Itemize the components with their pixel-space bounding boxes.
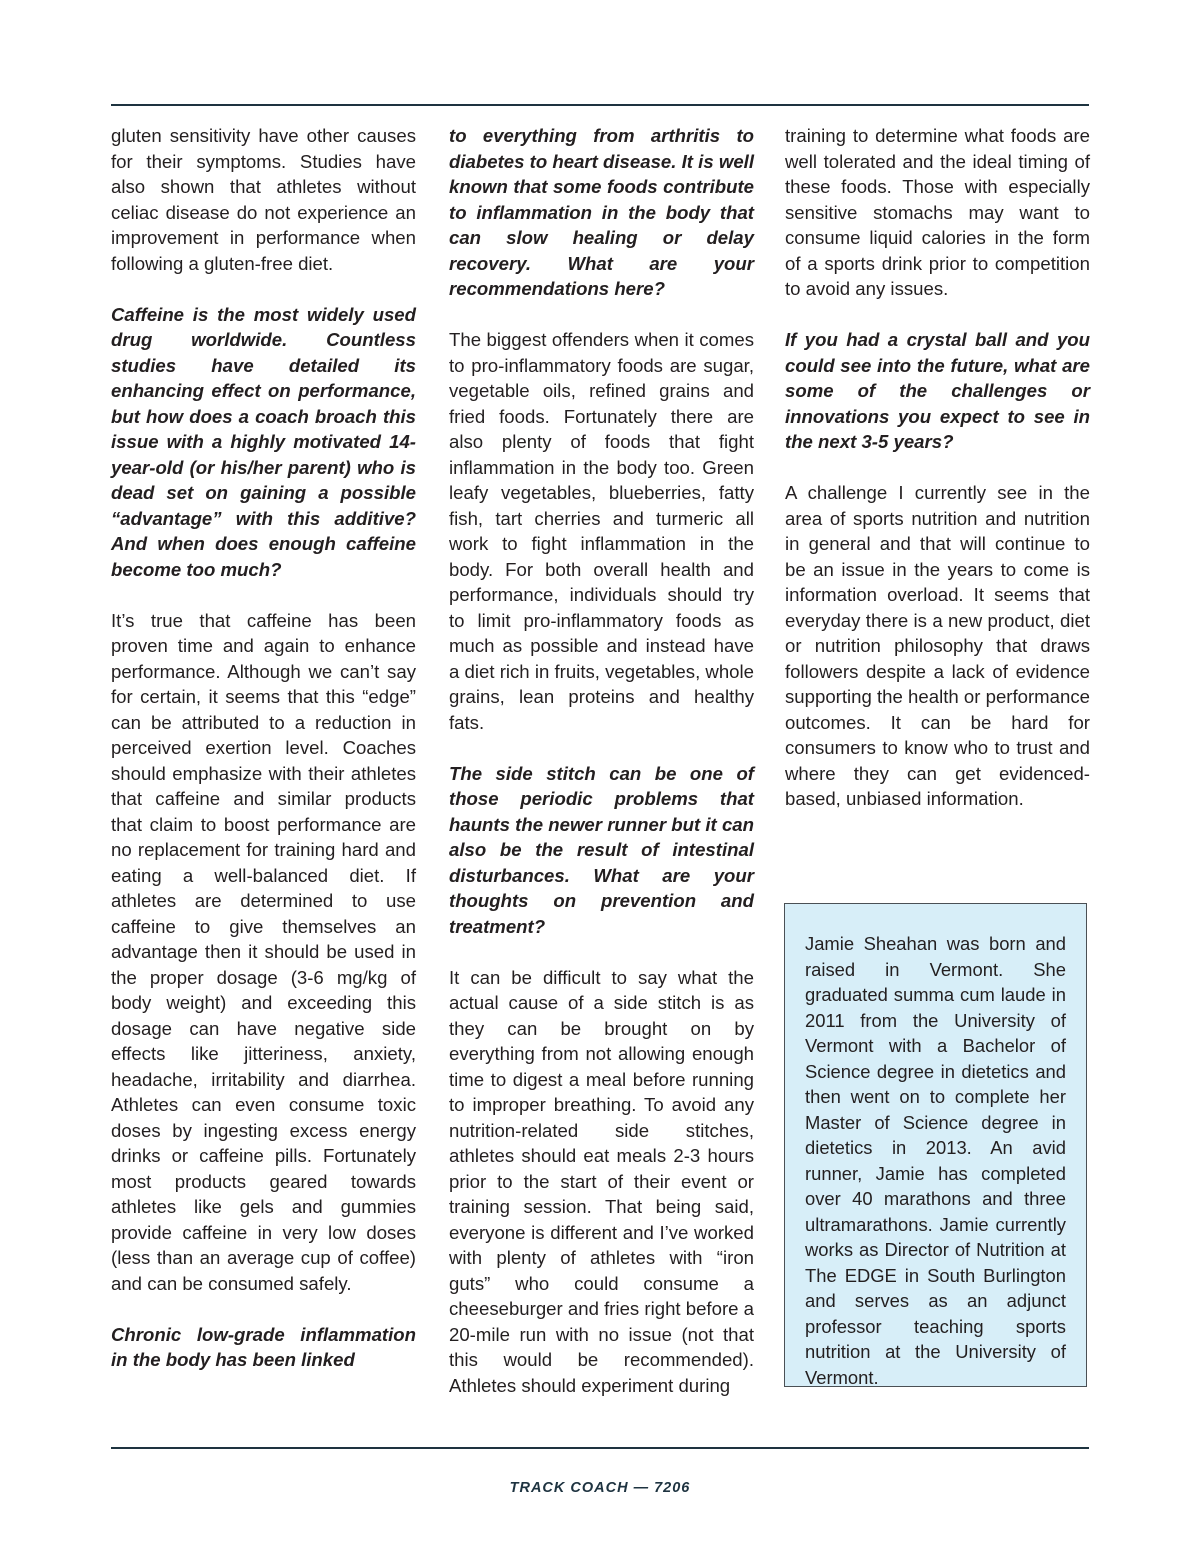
page-footer: TRACK COACH — 7206 — [509, 1480, 691, 1496]
article-column-3 — [785, 123, 1090, 812]
header-rule — [111, 104, 1089, 106]
paragraph-question: Caffeine is the most widely used drug worldwide. Countless studies have detailed its enhancing effect on performance, but how does a coach broach this issue with a highly motivated 14-year-old (or his/her parent) who is dead set on gaining a possible “advantage” with this additive? And when does enough caffeine become too much? — [111, 303, 416, 580]
paragraph-answer: training to determine what foods are well tolerated and the ideal timing of these foods. Those with especially sensitive stomachs may want to consume liquid calories in the form of a sports drink prior to competition to avoid any issues. — [785, 125, 1090, 299]
paragraph-question: If you had a crystal ball and you could see into the future, what are some of the challenges or innovations you expect to see in the next 3-5 years? — [785, 329, 1090, 452]
article-column-1 — [111, 123, 416, 1373]
paragraph-answer: gluten sensitivity have other causes for their symptoms. Studies have also shown that athletes without celiac disease do not experience an improvement in performance when following a gluten-free diet. — [111, 125, 416, 274]
paragraph-question: to everything from arthritis to diabetes to heart disease. It is well known that some foods contribute to inflammation in the body that can slow healing or delay recovery. What are your recommendations here? — [449, 125, 754, 299]
paragraph-answer: It can be difficult to say what the actual cause of a side stitch is as they can be brought on by everything from not allowing enough time to digest a meal before running to improper breathing. To avoid any nutrition-related side stitches, athletes should eat meals 2-3 hours prior to the start of their event or training session. That being said, everyone is different and I’ve worked with plenty of athletes with “iron guts” who could consume a cheeseburger and fries right before a 20-mile run with no issue (not that this would be recommended). Athletes should experiment during — [449, 966, 754, 1396]
author-bio-text: Jamie Sheahan was born and raised in Vermont. She graduated summa cum laude in 2011 from the University of Vermont with a Bachelor of Science degree in dietetics and then went on to complete her Master of Science degree in dietetics in 2013. An avid runner, Jamie has completed over 40 marathons and three ultramarathons. Jamie currently works as Director of Nutrition at The EDGE in South Burlington and serves as an adjunct professor teaching sports nutrition at the University of Vermont. — [805, 933, 1066, 1388]
paragraph-question: The side stitch can be one of those periodic problems that haunts the newer runner but it can also be the result of intestinal disturbances. What are your thoughts on prevention and treatment? — [449, 762, 754, 937]
paragraph-answer: It’s true that caffeine has been proven time and again to enhance performance. Although we can’t say for certain, it seems that this “edge” can be attributed to a reduction in perceived exertion level. Coaches should emphasize with their athletes that caffeine and similar products that claim to boost performance are no replacement for training hard and eating a well-balanced diet. If athletes are determined to use caffeine to give themselves an advantage then it should be used in the proper dosage (3-6 mg/kg of body weight) and exceeding this dosage can have negative side effects like jitteriness, anxiety, headache, irritability and diarrhea. Athletes can even consume toxic doses by ingesting excess energy drinks or caffeine pills. Fortunately most products geared towards athletes like gels and gummies provide caffeine in very low doses (less than an average cup of coffee) and can be consumed safely. — [111, 609, 416, 1294]
article-column-2 — [449, 123, 754, 1398]
footer-rule — [111, 1447, 1089, 1449]
paragraph-question: Chronic low-grade inflammation in the body has been linked — [111, 1323, 416, 1370]
author-bio-box — [784, 903, 1087, 1387]
paragraph-answer: A challenge I currently see in the area of sports nutrition and nutrition in general and that will continue to be an issue in the years to come is information overload. It seems that everyday there is a new product, diet or nutrition philosophy that draws followers despite a lack of evidence supporting the health or performance outcomes. It can be hard for consumers to know who to trust and where they can get evidenced-based, unbiased information. — [785, 482, 1090, 809]
paragraph-answer: The biggest offenders when it comes to pro-inflammatory foods are sugar, vegetable oils, refined grains and fried foods. Fortunately there are also plenty of foods that fight inflammation in the body too. Green leafy vegetables, blueberries, fatty fish, tart cherries and turmeric all work to fight inflammation in the body. For both overall health and performance, individuals should try to limit pro-inflammatory foods as much as possible and instead have a diet rich in fruits, vegetables, whole grains, lean proteins and healthy fats. — [449, 329, 754, 733]
